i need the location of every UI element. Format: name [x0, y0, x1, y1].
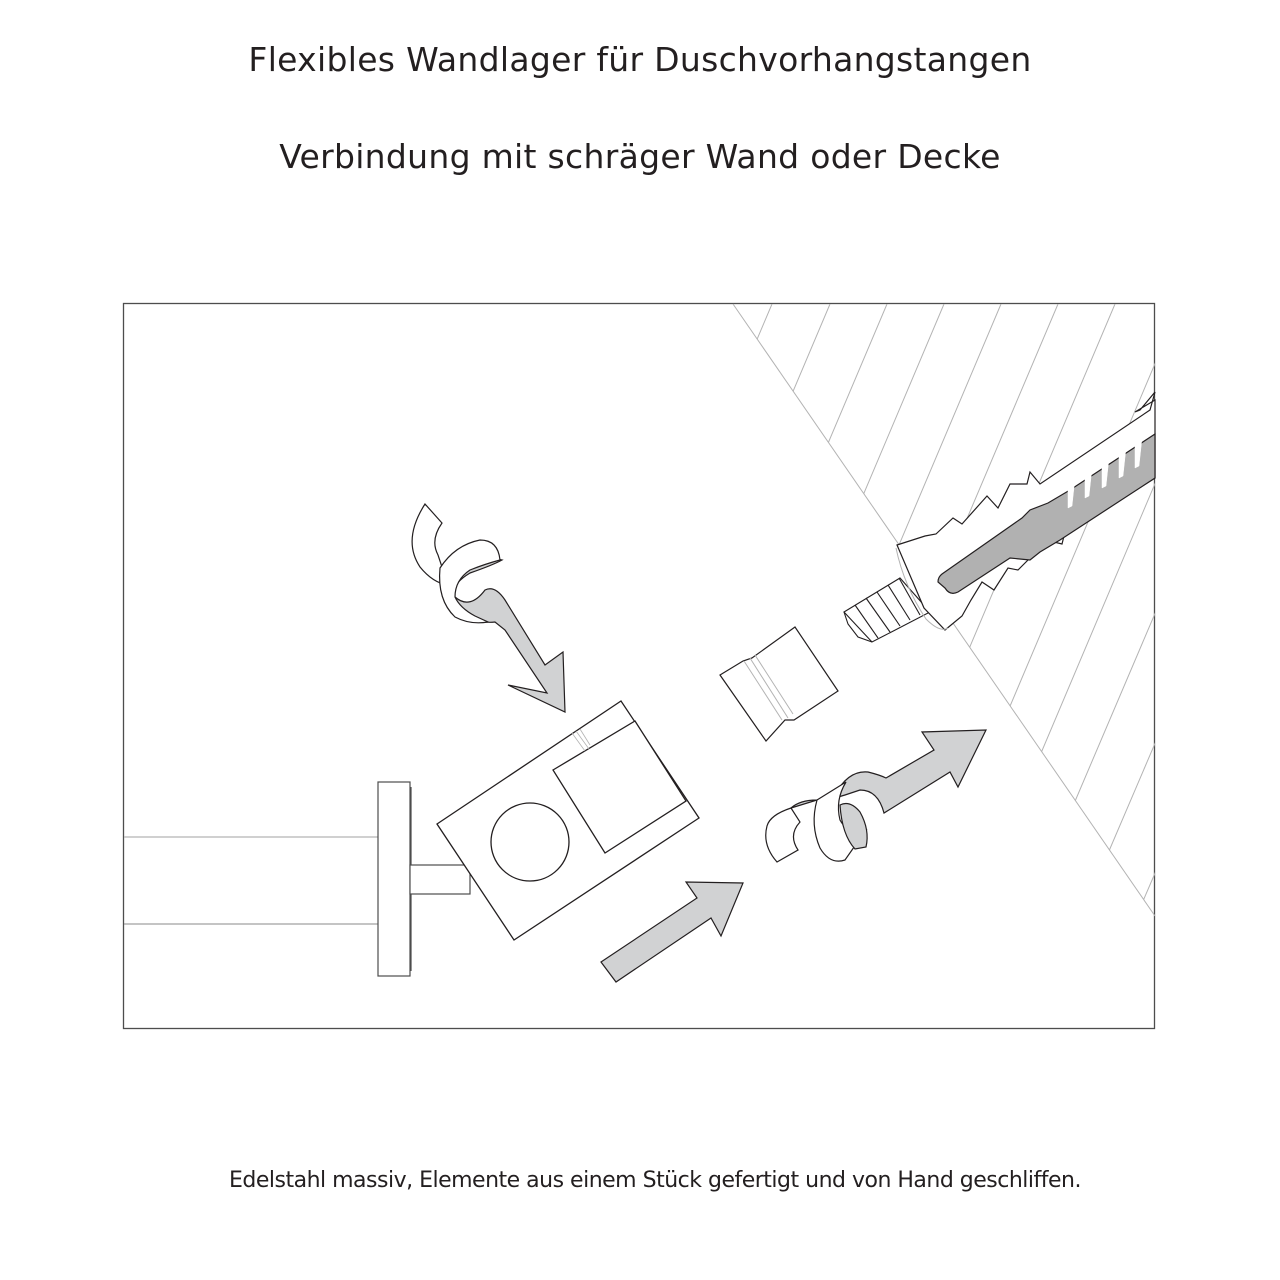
material-caption: Edelstahl massiv, Elemente aus einem Stück gefertigt und von Hand geschliffen. [228, 1168, 1081, 1193]
diagram-frame [124, 304, 1155, 1029]
diagram-subtitle: Verbindung mit schräger Wand oder Decke [279, 137, 1001, 176]
diagram-title: Flexibles Wandlager für Duschvorhangstangen [248, 40, 1032, 79]
